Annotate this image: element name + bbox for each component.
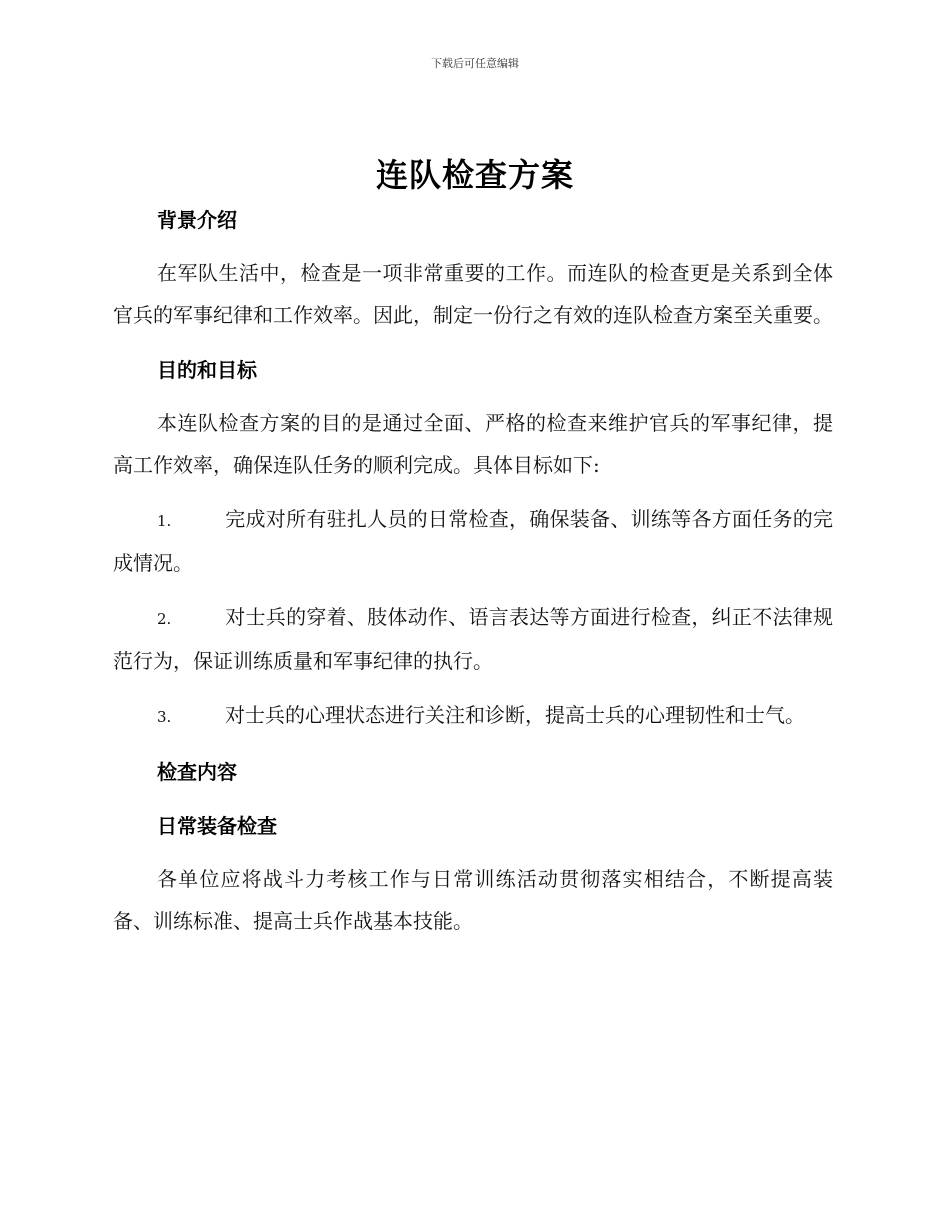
section-background (113, 200, 833, 336)
document-body (113, 200, 833, 942)
list-item-number: 1. (157, 512, 172, 530)
list-item-text: 完成对所有驻扎人员的日常检查，确保装备、训练等各方面任务的完成情况。 (113, 507, 833, 575)
list-item-text: 对士兵的心理状态进行关注和诊断，提高士兵的心理韧性和士气。 (225, 703, 805, 727)
section-heading-equipment-check: 日常装备检查 (157, 814, 277, 838)
section-heading-background: 背景介绍 (157, 208, 237, 232)
list-item-number: 2. (157, 610, 172, 628)
section-inspection-content (113, 752, 833, 792)
list-item-number: 3. (157, 708, 172, 726)
section-paragraph-equipment-check: 各单位应将战斗力考核工作与日常训练活动贯彻落实相结合，不断提高装备、训练标准、提高士兵作战基本技能。 (113, 867, 833, 933)
section-paragraph-background: 在军队生活中，检查是一项非常重要的工作。而连队的检查更是关系到全体官兵的军事纪律和工作效率。因此，制定一份行之有效的连队检查方案至关重要。 (113, 261, 833, 327)
list-item-text: 对士兵的穿着、肢体动作、语言表达等方面进行检查，纠正不法律规范行为，保证训练质量和军事纪律的执行。 (113, 605, 833, 673)
list-item (113, 596, 833, 682)
header-note: 下载后可任意编辑 (431, 57, 519, 70)
section-equipment-check (113, 806, 833, 942)
list-item (113, 498, 833, 584)
section-heading-inspection-content: 检查内容 (157, 760, 237, 784)
section-heading-purpose: 目的和目标 (157, 358, 257, 382)
page-title: 连队检查方案 (375, 156, 574, 194)
section-purpose (113, 350, 833, 738)
list-item (113, 694, 833, 738)
section-paragraph-purpose: 本连队检查方案的目的是通过全面、严格的检查来维护官兵的军事纪律，提高工作效率，确保连队任务的顺利完成。具体目标如下: (113, 411, 833, 477)
